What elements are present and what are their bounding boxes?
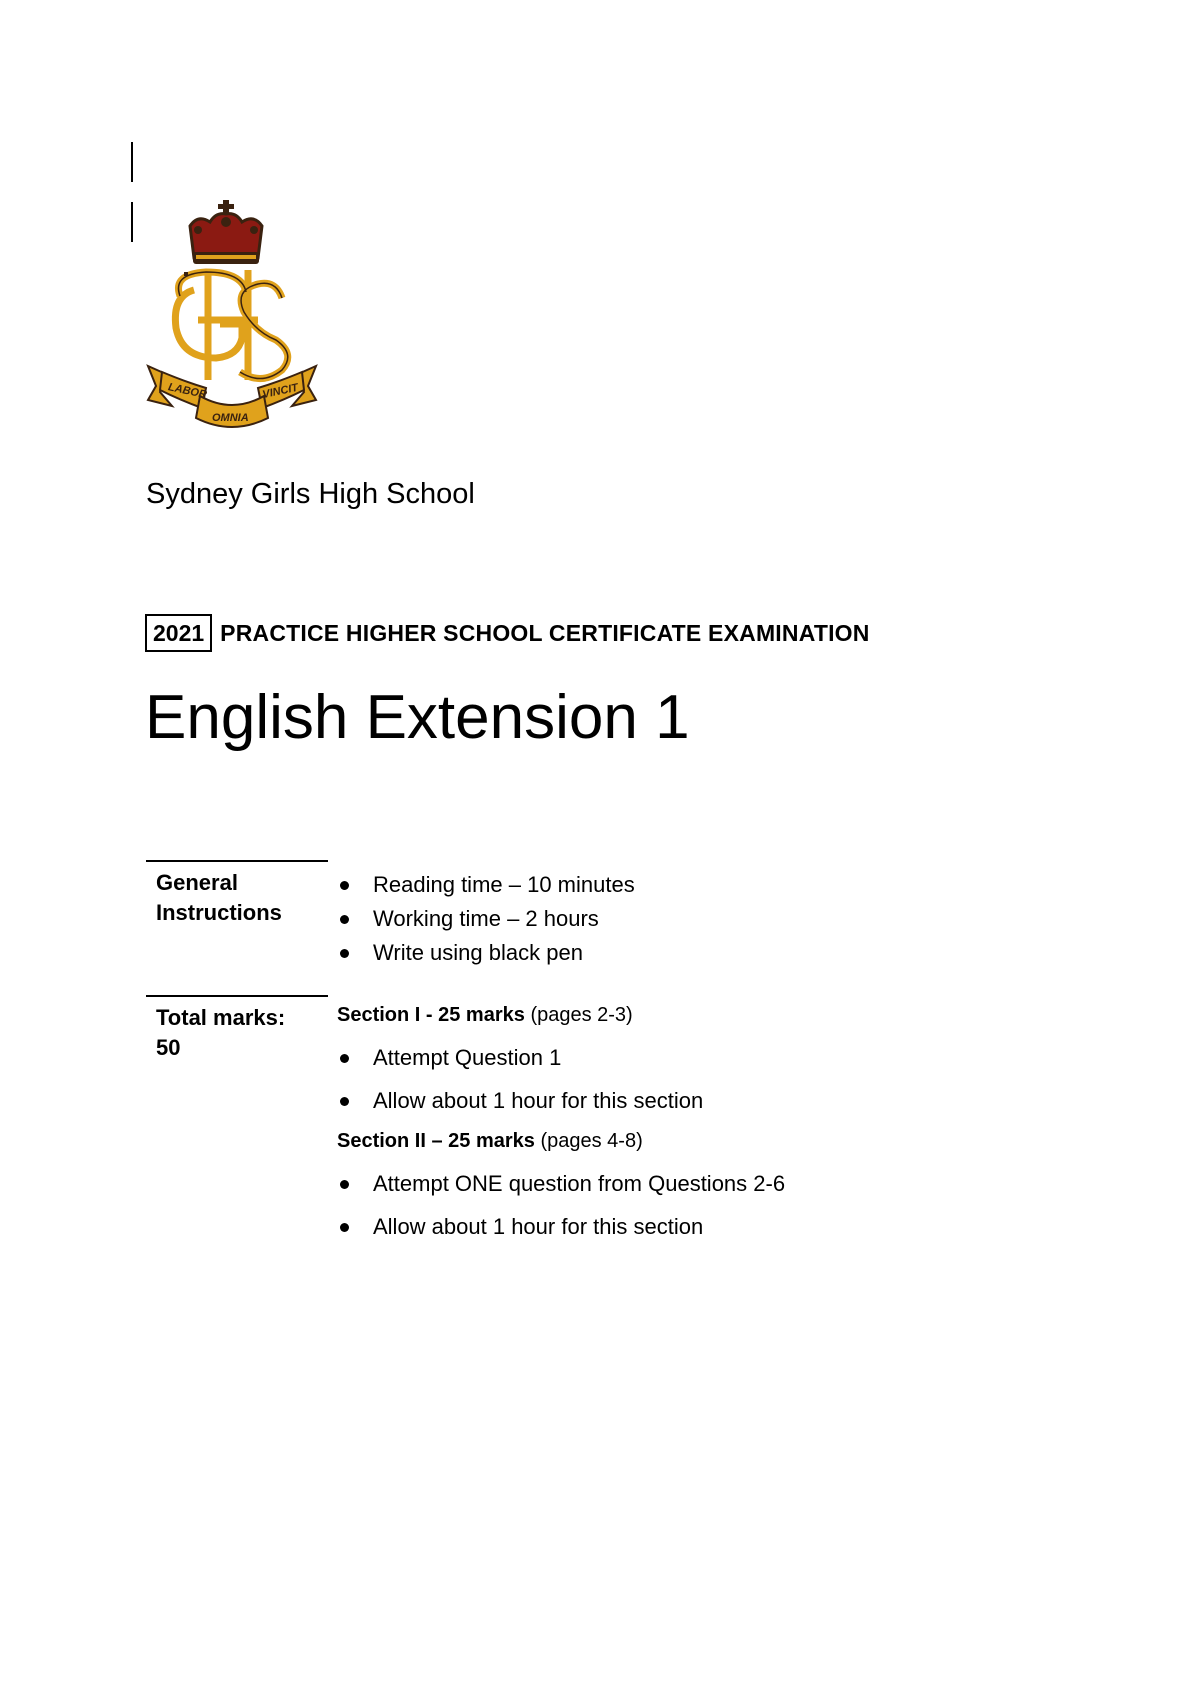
motto-word-1: LABOR — [167, 381, 208, 402]
bullet-icon — [340, 1180, 349, 1189]
exam-year-box: 2021 — [145, 614, 212, 652]
bullet-icon — [340, 915, 349, 924]
general-instructions-label — [146, 860, 328, 928]
exam-title: PRACTICE HIGHER SCHOOL CERTIFICATE EXAMINATION — [220, 619, 870, 646]
list-item — [337, 1043, 785, 1073]
bullet-icon — [340, 1097, 349, 1106]
bullet-icon — [340, 1223, 349, 1232]
motto-word-2: OMNIA — [212, 412, 249, 424]
text-cursor-mark — [131, 142, 133, 182]
list-item — [337, 902, 635, 936]
motto-ribbon-icon — [148, 366, 316, 427]
list-item — [337, 1086, 785, 1116]
section-2-pages: (pages 4-8) — [540, 1130, 643, 1152]
section-1-list — [337, 1043, 785, 1116]
section-2-heading — [337, 1126, 785, 1156]
school-crest-logo — [146, 200, 318, 450]
section-1-heading — [337, 1000, 785, 1030]
list-item — [337, 868, 635, 902]
crown-icon — [190, 200, 262, 264]
school-name: Sydney Girls High School — [146, 478, 475, 510]
general-instructions-list — [337, 868, 635, 970]
general-label-line2: Instructions — [156, 900, 282, 925]
general-item-text: Working time – 2 hours — [373, 906, 599, 931]
general-item-text: Reading time – 10 minutes — [373, 872, 635, 897]
section-1-title: Section I - 25 marks — [337, 1004, 525, 1026]
list-item — [337, 1212, 785, 1242]
monogram-icon — [175, 270, 287, 380]
section-item-text: Allow about 1 hour for this section — [373, 1214, 704, 1239]
motto-word-3: VINCIT — [261, 381, 300, 402]
list-item — [337, 1169, 785, 1199]
sections-block — [337, 1000, 785, 1242]
section-1-pages: (pages 2-3) — [530, 1004, 633, 1026]
general-label-line1: General — [156, 870, 238, 895]
section-item-text: Allow about 1 hour for this section — [373, 1088, 704, 1113]
total-marks-label — [146, 995, 328, 1063]
bullet-icon — [340, 1054, 349, 1063]
section-2-title: Section II – 25 marks — [337, 1130, 535, 1152]
text-cursor-mark — [131, 202, 133, 242]
section-2-list — [337, 1169, 785, 1242]
total-marks-value: 50 — [156, 1035, 181, 1060]
general-item-text: Write using black pen — [373, 940, 583, 965]
subject-title: English Extension 1 — [145, 683, 690, 752]
section-item-text: Attempt ONE question from Questions 2-6 — [373, 1171, 786, 1196]
list-item — [337, 936, 635, 970]
total-marks-text: Total marks: — [156, 1005, 286, 1030]
exam-heading — [145, 614, 870, 652]
bullet-icon — [340, 949, 349, 958]
bullet-icon — [340, 881, 349, 890]
section-item-text: Attempt Question 1 — [373, 1045, 562, 1070]
